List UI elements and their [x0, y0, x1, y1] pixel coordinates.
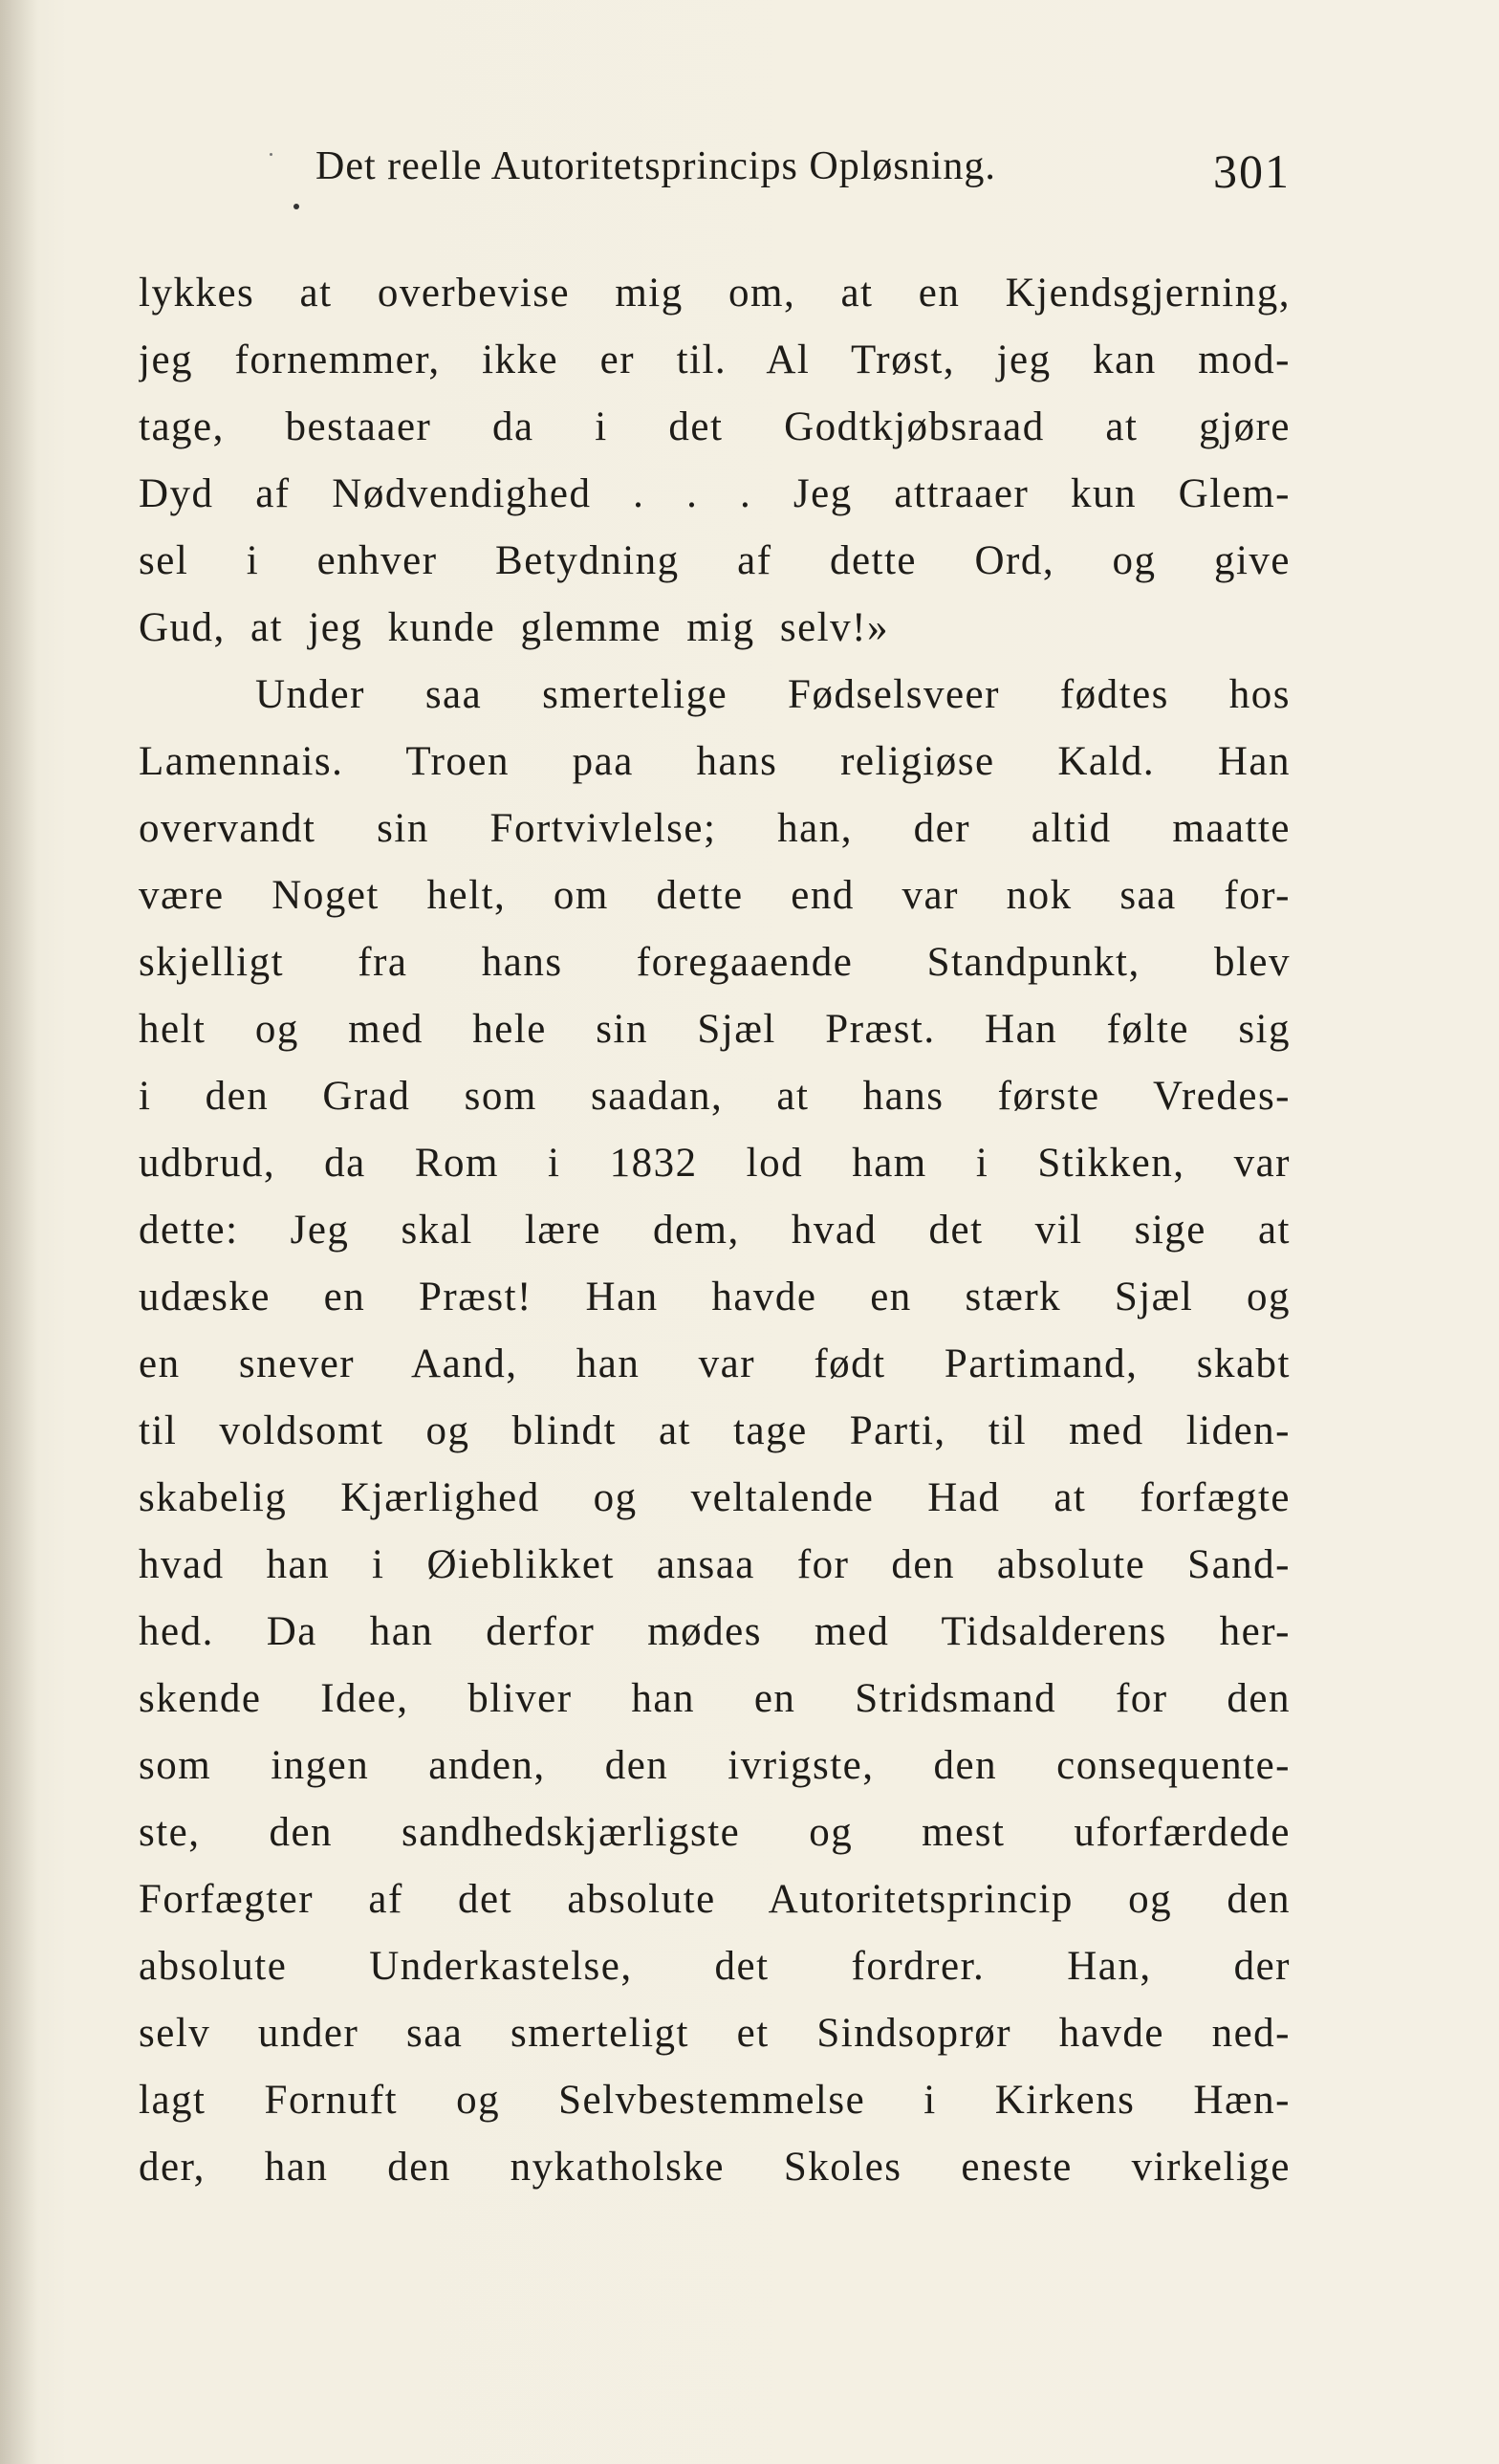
text-line: skende Idee, bliver han en Stridsmand for den [139, 1676, 1291, 1721]
text-line: Gud, at jeg kunde glemme mig selv!» [139, 605, 889, 650]
text-line: Lamennais. Troen paa hans religiøse Kald. Han [139, 739, 1291, 784]
text-line: sel i enhver Betydning af dette Ord, og give [139, 538, 1291, 583]
text-line: til voldsomt og blindt at tage Parti, til med liden- [139, 1408, 1291, 1453]
text-line: Forfægter af det absolute Autoritetsprincip og den [139, 1877, 1291, 1922]
text-line: i den Grad som saadan, at hans første Vredes- [139, 1074, 1291, 1119]
text-line: dette: Jeg skal lære dem, hvad det vil sige at [139, 1208, 1291, 1253]
text-line: lagt Fornuft og Selvbestemmelse i Kirkens Hæn- [139, 2078, 1291, 2123]
text-line: ste, den sandhedskjærligste og mest uforfærdede [139, 1810, 1291, 1855]
text-line: hed. Da han derfor mødes med Tidsalderens her- [139, 1609, 1291, 1654]
running-head-title: Det reelle Autoritetsprincips Opløsning. [315, 144, 996, 188]
text-line: tage, bestaaer da i det Godtkjøbsraad at gjøre [139, 404, 1291, 449]
text-line: en snever Aand, han var født Partimand, skabt [139, 1341, 1291, 1386]
text-line: udæske en Præst! Han havde en stærk Sjæl og [139, 1275, 1291, 1319]
running-head [315, 143, 1291, 210]
text-line: være Noget helt, om dette end var nok saa for- [139, 873, 1291, 918]
page-number: 301 [1213, 144, 1291, 198]
ink-speck [293, 204, 299, 209]
text-line: hvad han i Øieblikket ansaa for den absolute Sand- [139, 1542, 1291, 1587]
text-line: helt og med hele sin Sjæl Præst. Han følte sig [139, 1007, 1291, 1052]
text-line: der, han den nykatholske Skoles eneste virkelige [139, 2145, 1291, 2190]
text-line: Dyd af Nødvendighed . . . Jeg attraaer kun Glem- [139, 471, 1291, 516]
body-text [139, 260, 1291, 2201]
text-line: skabelig Kjærlighed og veltalende Had at forfægte [139, 1475, 1291, 1520]
ink-speck [270, 153, 272, 156]
text-line: absolute Underkastelse, det fordrer. Han, der [139, 1944, 1291, 1989]
text-line: selv under saa smerteligt et Sindsoprør havde ned- [139, 2011, 1291, 2056]
gutter-shadow [0, 0, 38, 2464]
text-line: udbrud, da Rom i 1832 lod ham i Stikken, var [139, 1141, 1291, 1186]
text-line: overvandt sin Fortvivlelse; han, der altid maatte [139, 806, 1291, 851]
text-line: lykkes at overbevise mig om, at en Kjendsgjerning, [139, 271, 1291, 316]
text-line: jeg fornemmer, ikke er til. Al Trøst, jeg kan mod- [139, 338, 1291, 382]
paragraph-start-line: Under saa smertelige Fødselsveer fødtes hos [255, 672, 1291, 717]
text-line: skjelligt fra hans foregaaende Standpunkt, blev [139, 940, 1291, 985]
text-line: som ingen anden, den ivrigste, den consequente- [139, 1743, 1291, 1788]
